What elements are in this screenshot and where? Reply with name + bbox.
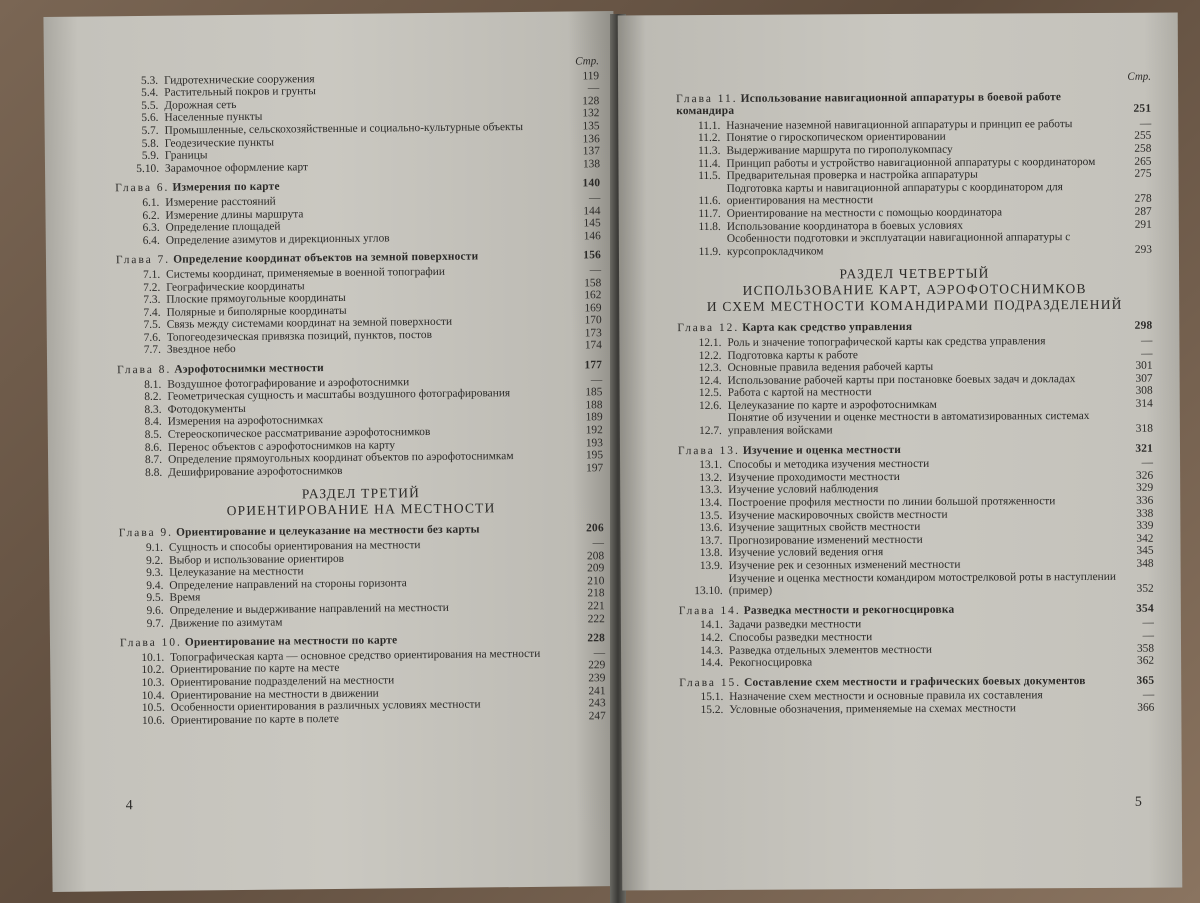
toc-chapter-lead: Глава 9. — [118, 527, 174, 540]
toc-entry-number: 14.4. — [700, 657, 724, 670]
toc-entry-title: Связь между системами координат на земной поверхности — [166, 316, 453, 332]
toc-page-number: 291 — [1134, 218, 1152, 231]
toc-page-number: — — [589, 264, 602, 277]
toc-entry-title: Населенные пункты — [164, 111, 263, 125]
toc-page-number: 189 — [585, 411, 603, 424]
toc-entry-number: 12.7. — [699, 424, 722, 438]
right-toc-list — [676, 90, 1154, 716]
toc-entry-title: Использование координатора в боевых условиях — [726, 219, 963, 233]
toc-entry-title: Изучение условий наблюдения — [728, 483, 879, 497]
toc-page-number: 173 — [584, 327, 602, 340]
toc-entry-number: 5.4. — [141, 86, 159, 100]
toc-chapter-entry — [679, 602, 1154, 617]
toc-entry-number: 10.2. — [141, 664, 165, 677]
toc-page-number: 169 — [584, 301, 602, 315]
toc-entry-title: Растительный покров и грунты — [164, 85, 316, 99]
toc-entry-title: Изучение защитных свойств местности — [728, 521, 921, 535]
toc-entry-number: 12.3. — [698, 362, 722, 375]
toc-entry-title: Разведка отдельных элементов местности — [729, 643, 932, 657]
toc-entry-title: Определение и выдерживание направлений на местности — [169, 601, 449, 617]
toc-entry-number: 8.1. — [144, 378, 162, 391]
right-page-header: Стр. — [1127, 70, 1152, 83]
toc-entry-title: Определение направлений на стороны горизонта — [169, 577, 407, 592]
toc-entry-title: Использование рабочей карты при постановке боевых задач и докладах — [727, 372, 1076, 387]
toc-page-number: 193 — [585, 436, 603, 449]
toc-entry-number: 12.2. — [698, 349, 722, 362]
toc-entry-number: 7.1. — [142, 268, 161, 281]
toc-entry-number: 6.4. — [142, 234, 160, 247]
section-heading — [677, 265, 1152, 315]
section-heading-line: ОРИЕНТИРОВАНИЕ НА МЕСТНОСТИ — [226, 500, 496, 519]
toc-chapter-lead: Глава 13. — [677, 444, 740, 457]
toc-entry-title: Определение азимутов и дирекционных углов — [165, 232, 390, 247]
toc-page-number: — — [1142, 617, 1154, 630]
toc-page-number: 170 — [584, 314, 602, 327]
toc-page-number: — — [1142, 629, 1154, 642]
toc-page-number: 318 — [1135, 422, 1153, 435]
toc-chapter-title: Ориентирование на местности по карте — [184, 634, 398, 649]
toc-chapter-title-group — [679, 603, 1124, 618]
toc-entry-title: Измерения на аэрофотоснимках — [167, 414, 324, 429]
toc-entry-title: Геометрическая сущность и масштабы воздушного фотографирования — [167, 387, 511, 403]
toc-page-number: 208 — [586, 549, 605, 562]
toc-page-number: 338 — [1136, 507, 1154, 520]
toc-entry-number: 5.10. — [136, 162, 160, 175]
toc-page-number: 119 — [582, 69, 600, 82]
toc-entry-title: Воздушное фотографирование и аэрофотоснимки — [167, 375, 410, 391]
toc-entry-number: 7.5. — [143, 319, 161, 332]
toc-entry-number: 12.5. — [698, 387, 722, 400]
toc-page-number: 162 — [584, 289, 602, 302]
toc-entry-number: 13.5. — [699, 509, 723, 522]
toc-entry-title: Задачи разведки местности — [728, 618, 862, 632]
toc-entry-title: Ориентирование подразделений на местности — [170, 674, 395, 689]
toc-page-number: — — [1142, 689, 1155, 702]
toc-page-number: 307 — [1135, 372, 1153, 385]
toc-page-number: 301 — [1135, 359, 1153, 372]
toc-entry-title: Топографическая карта — основное средство ориентирования на местности — [170, 647, 541, 664]
toc-entry-title: Назначение наземной навигационной аппаратуры и принцип ее работы — [726, 117, 1073, 132]
toc-page-number: 174 — [584, 339, 602, 352]
toc-entry-title: Роль и значение топографической карты как средства управления — [727, 335, 1046, 349]
toc-chapter-title: Использование навигационной аппаратуры в боевой работе командира — [676, 90, 1062, 118]
left-page-header: Стр. — [575, 55, 599, 68]
toc-entry-number: 14.3. — [700, 644, 724, 657]
toc-entry-title: Изучение и оценка местности командиром мотострелковой роты в наступлении (пример) — [728, 570, 1116, 598]
toc-entry-number: 15.1. — [700, 691, 724, 704]
toc-chapter-lead: Глава 10. — [119, 636, 182, 650]
toc-entry-title: Фотодокументы — [167, 402, 246, 416]
toc-page-number: 348 — [1136, 557, 1154, 570]
toc-entry-title: Способы и методика изучения местности — [728, 458, 930, 472]
toc-page-number: 339 — [1136, 519, 1154, 532]
toc-chapter-lead: Глава 7. — [115, 254, 171, 267]
toc-page-number: 287 — [1134, 205, 1152, 218]
toc-entry-number: 8.4. — [144, 416, 162, 429]
toc-chapter-lead: Глава 8. — [117, 363, 172, 377]
toc-page-number: 177 — [584, 359, 603, 372]
toc-entry-number: 9.4. — [146, 579, 164, 592]
toc-entry-title: Изучение условий ведения огня — [728, 546, 884, 560]
toc-page-number: 228 — [587, 632, 606, 645]
toc-entry-title: Определение прямоугольных координат объектов по аэрофотоснимкам — [168, 450, 514, 466]
open-book — [8, 14, 1198, 903]
toc-chapter-title-group — [677, 320, 1122, 335]
toc-chapter-title: Изучение и оценка местности — [742, 443, 902, 457]
toc-chapter-title: Ориентирование и целеуказание на местности без карты — [176, 523, 480, 540]
toc-entry-number: 8.6. — [144, 441, 163, 454]
toc-entry-number: 11.3. — [698, 144, 721, 158]
toc-page-number: 229 — [588, 659, 606, 672]
toc-entry-number: 13.9. — [699, 559, 723, 573]
toc-page-number: 329 — [1136, 482, 1154, 495]
toc-entry-title: Дешифрирование аэрофотоснимков — [168, 464, 343, 479]
toc-entry — [678, 410, 1153, 438]
toc-entry-title: Определение площадей — [165, 220, 281, 234]
toc-page-number: 314 — [1135, 397, 1153, 410]
toc-chapter-title: Карта как средство управления — [742, 321, 913, 335]
toc-chapter-lead: Глава 12. — [677, 322, 740, 335]
toc-entry-title: Системы координат, применяемые в военной топографии — [166, 265, 445, 281]
toc-chapter-lead: Глава 11. — [676, 92, 738, 105]
toc-entry-title: Геодезические пункты — [164, 136, 275, 150]
toc-entry-number: 5.5. — [141, 99, 159, 112]
toc-entry-title: Зарамочное оформление карт — [164, 160, 309, 175]
toc-entry-title: Ориентирование по карте на месте — [170, 662, 340, 677]
toc-entry-number: 9.7. — [146, 617, 164, 630]
toc-entry-number: 6.3. — [142, 221, 160, 235]
toc-entry-number: 13.1. — [699, 459, 723, 472]
toc-page-number: 366 — [1137, 701, 1155, 714]
left-toc — [114, 55, 606, 727]
toc-entry-title: Основные правила ведения рабочей карты — [727, 360, 934, 374]
toc-entry-number: 10.5. — [141, 701, 165, 715]
toc-entry-number: 5.8. — [141, 137, 159, 150]
section-heading-line: ИСПОЛЬЗОВАНИЕ КАРТ, АЭРОФОТОСНИМКОВ — [742, 281, 1087, 299]
toc-page-number: 158 — [584, 276, 602, 289]
toc-entry-number: 15.2. — [700, 703, 724, 716]
toc-entry-title: Сущность и способы ориентирования на местности — [168, 539, 421, 554]
toc-entry-title: Понятие о гироскопическом ориентировании — [726, 131, 946, 145]
toc-page-number: 342 — [1136, 532, 1154, 545]
toc-entry-number: 13.4. — [699, 496, 723, 510]
toc-entry-title: Особенности ориентирования в различных условиях местности — [170, 698, 481, 714]
toc-page-number: — — [588, 192, 601, 205]
toc-entry-title: Построение профиля местности по линии большой протяженности — [728, 495, 1056, 509]
toc-page-number: 156 — [583, 249, 602, 262]
toc-page-number: 308 — [1135, 384, 1153, 398]
toc-page-number: 144 — [583, 204, 601, 217]
toc-entry-number: 12.6. — [698, 399, 722, 412]
toc-entry-title: Предварительная проверка и настройка аппаратуры — [726, 168, 978, 183]
toc-entry — [677, 180, 1152, 208]
toc-page-number: — — [1139, 117, 1152, 130]
toc-entry-number: 11.2. — [697, 132, 721, 145]
toc-page-number: — — [587, 82, 600, 95]
toc-entry — [679, 702, 1154, 717]
toc-entry-title: Промышленные, сельскохозяйственные и социально-культурные объекты — [164, 120, 524, 137]
toc-entry-title: Особенности подготовки и эксплуатации навигационной аппаратуры с курсопрокладчиком — [726, 231, 1071, 258]
toc-page-number: — — [1141, 347, 1153, 360]
section-heading-line: РАЗДЕЛ ЧЕТВЕРТЫЙ — [839, 265, 990, 282]
toc-entry-number: 14.2. — [700, 631, 724, 645]
toc-page-number: 293 — [1134, 243, 1152, 256]
toc-chapter-entry — [679, 674, 1154, 689]
toc-page-number: 239 — [588, 672, 606, 685]
toc-entry-number: 13.7. — [699, 534, 723, 547]
toc-page-number: 358 — [1136, 642, 1155, 655]
toc-page-number: 336 — [1136, 494, 1154, 507]
toc-entry-title: Принцип работы и устройство навигационной аппаратуры с координатором — [726, 155, 1096, 170]
toc-entry-number: 7.6. — [143, 331, 161, 344]
toc-page-number: — — [593, 646, 606, 660]
toc-entry-title: Границы — [164, 149, 208, 162]
toc-entry-number: 11.6. — [698, 195, 721, 208]
section-heading-line: И СХЕМ МЕСТНОСТИ КОМАНДИРАМИ ПОДРАЗДЕЛЕНИЙ — [706, 297, 1123, 315]
toc-entry-number: 14.1. — [700, 619, 723, 632]
toc-page-number: 192 — [585, 424, 603, 437]
toc-entry-number: 12.1. — [698, 336, 722, 349]
toc-entry-number: 8.8. — [145, 466, 163, 479]
toc-page-number: 278 — [1134, 193, 1152, 206]
toc-entry-title: Выбор и использование ориентиров — [169, 552, 345, 567]
toc-entry-number: 5.9. — [141, 149, 159, 163]
toc-entry-number: 10.4. — [141, 689, 165, 702]
toc-entry-title: Ориентирование по карте в полете — [170, 712, 340, 727]
toc-entry — [679, 570, 1154, 598]
toc-entry-number: 5.6. — [141, 112, 159, 125]
toc-chapter-title: Измерения по карте — [172, 180, 280, 195]
toc-entry-title: Целеуказание по карте и аэрофотоснимкам — [727, 398, 937, 412]
toc-page-number: 241 — [588, 684, 606, 697]
toc-chapter-title: Определение координат объектов на земной поверхности — [173, 250, 479, 266]
toc-page-number: 210 — [587, 574, 605, 588]
toc-page-number: 247 — [588, 709, 606, 723]
toc-page-number: 209 — [587, 562, 605, 575]
toc-entry-title: Полярные и биполярные координаты — [166, 304, 347, 319]
toc-entry-title: Гидротехнические сооружения — [164, 72, 315, 87]
toc-entry-title: Изучение проходимости местности — [728, 470, 900, 484]
toc-entry-title: Рекогносцировка — [729, 656, 813, 670]
toc-page-number: — — [590, 373, 603, 386]
toc-chapter-title: Разведка местности и рекогносцировка — [743, 603, 955, 617]
toc-page-number: 251 — [1133, 102, 1152, 115]
toc-entry-number: 11.8. — [698, 220, 721, 233]
toc-page-number: 145 — [583, 217, 601, 230]
toc-entry-number: 9.1. — [145, 541, 164, 554]
toc-page-number: 275 — [1134, 167, 1152, 180]
toc-entry — [677, 231, 1152, 259]
toc-entry-title: Назначение схем местности и основные правила их составления — [729, 689, 1043, 704]
toc-page-number: — — [1141, 456, 1154, 469]
toc-entry-title: Способы разведки местности — [728, 631, 873, 644]
toc-entry-number: 5.7. — [141, 124, 159, 137]
toc-page-number: 243 — [588, 697, 606, 710]
toc-entry-number: 8.5. — [144, 428, 162, 442]
toc-chapter-title-group — [676, 90, 1121, 118]
toc-entry — [679, 655, 1154, 670]
toc-entry-number: 13.8. — [699, 547, 723, 560]
toc-entry-number: 8.7. — [144, 454, 163, 467]
toc-entry-title: Плоские прямоугольные координаты — [166, 291, 346, 306]
section-heading-line: РАЗДЕЛ ТРЕТИЙ — [301, 485, 421, 502]
toc-chapter-title: Составление схем местности и графических боевых документов — [744, 674, 1086, 689]
toc-page-number: 128 — [582, 94, 600, 108]
toc-entry-number: 13.10. — [694, 585, 723, 598]
toc-chapter-title-group — [678, 442, 1123, 457]
toc-page-number: 132 — [582, 107, 600, 120]
toc-entry-title: Время — [169, 591, 201, 605]
toc-page-number: 258 — [1134, 142, 1152, 155]
toc-page-number: 206 — [586, 522, 604, 535]
toc-entry-number: 7.7. — [143, 344, 161, 357]
toc-entry-number: 11.1. — [697, 119, 721, 132]
toc-page-number: 298 — [1134, 319, 1153, 333]
toc-entry-number: 12.4. — [698, 374, 722, 387]
right-page — [618, 13, 1183, 891]
toc-entry-title: Изучение рек и сезонных изменений местности — [728, 558, 961, 572]
toc-entry-number: 7.3. — [143, 293, 161, 307]
toc-entry-title: Работа с картой на местности — [727, 386, 872, 400]
toc-entry-number: 9.5. — [146, 592, 164, 605]
left-page-number: 4 — [125, 798, 133, 814]
toc-entry-number: 11.5. — [698, 170, 721, 183]
toc-page-number: 218 — [587, 587, 605, 600]
toc-page-number: 188 — [585, 399, 603, 412]
toc-page-number: 197 — [586, 461, 604, 475]
toc-entry-title: Условные обозначения, применяемые на схемах местности — [729, 702, 1017, 716]
toc-entry-title: Дорожная сеть — [164, 98, 237, 112]
toc-page-number: — — [1141, 334, 1153, 347]
toc-page-number: 255 — [1134, 130, 1152, 143]
toc-page-number: 345 — [1136, 545, 1154, 558]
toc-page-number: 146 — [583, 229, 601, 243]
toc-chapter-lead: Глава 15. — [679, 676, 742, 689]
toc-page-number: 222 — [587, 612, 605, 625]
toc-entry-number: 7.2. — [143, 281, 161, 294]
toc-entry-number: 10.3. — [141, 676, 165, 689]
toc-entry-title: Изучение маскировочных свойств местности — [728, 508, 948, 522]
toc-chapter-lead: Глава 14. — [678, 604, 741, 617]
toc-chapter-entry — [678, 442, 1153, 457]
right-page-number: 5 — [1134, 794, 1142, 810]
toc-chapter-entry — [677, 320, 1152, 335]
right-toc — [676, 71, 1154, 717]
toc-entry-title: Выдерживание маршрута по гирополукомпасу — [726, 143, 953, 157]
toc-entry-title: Географические координаты — [166, 279, 305, 294]
toc-entry-title: Стереоскопическое рассматривание аэрофотоснимков — [167, 426, 431, 441]
left-toc-list — [114, 70, 606, 728]
toc-entry-number: 10.1. — [141, 651, 165, 664]
toc-entry-title: Перенос объектов с аэрофотоснимков на карту — [167, 438, 396, 454]
toc-chapter-lead: Глава 6. — [115, 182, 170, 195]
toc-entry-number: 11.4. — [698, 157, 721, 170]
toc-entry-number: 11.9. — [698, 245, 721, 258]
toc-page-number: 185 — [585, 386, 603, 399]
toc-entry-title: Целеуказание на местности — [169, 565, 304, 579]
toc-page-number: 135 — [582, 120, 600, 133]
section-heading — [118, 484, 603, 521]
toc-entry-number: 13.6. — [699, 522, 723, 535]
toc-entry-number: 9.6. — [146, 604, 164, 617]
toc-page-number: 221 — [587, 600, 605, 613]
toc-entry-number: 10.6. — [141, 714, 165, 727]
toc-entry-title: Прогнозирование изменений местности — [728, 533, 923, 547]
toc-entry-number: 13.3. — [699, 484, 723, 497]
toc-entry-title: Ориентирование на местности с помощью координатора — [726, 206, 1003, 220]
toc-entry-title: Ориентирование на местности в движении — [170, 687, 379, 702]
toc-entry-number: 9.2. — [145, 554, 164, 567]
toc-page-number: 138 — [582, 157, 601, 171]
toc-page-number: 362 — [1136, 654, 1155, 667]
toc-entry-title: Измерение расстояний — [165, 195, 276, 209]
toc-entry-number: 7.4. — [143, 306, 161, 319]
toc-page-number: 354 — [1136, 602, 1154, 615]
toc-chapter-title-group — [679, 675, 1124, 690]
toc-entry-title: Движение по азимутам — [169, 616, 283, 630]
toc-page-number: 140 — [582, 177, 601, 190]
toc-entry-number: 8.2. — [144, 391, 162, 404]
toc-page-number: — — [592, 537, 605, 550]
toc-entry-number: 6.2. — [142, 209, 160, 222]
toc-entry-number: 6.1. — [142, 196, 160, 209]
toc-entry-title: Понятие об изучении и оценке местности в автоматизированных системах управления войсками — [727, 410, 1090, 437]
toc-entry-title: Топогеодезическая привязка позиций, пунктов, постов — [166, 328, 432, 344]
toc-page-number: 136 — [582, 132, 600, 145]
toc-entry-title: Измерение длины маршрута — [165, 207, 304, 222]
toc-entry-title: Подготовка карты и навигационной аппаратуры с координатором для ориентирования на местности — [726, 180, 1063, 208]
left-page — [43, 11, 622, 892]
toc-page-number: 365 — [1136, 674, 1155, 687]
toc-entry-number: 9.3. — [146, 566, 164, 580]
toc-page-number: 195 — [585, 449, 604, 462]
toc-entry-number: 5.3. — [140, 74, 159, 87]
toc-entry-number: 13.2. — [699, 471, 723, 484]
toc-chapter-entry — [676, 90, 1151, 118]
toc-page-number: 321 — [1135, 442, 1154, 455]
toc-entry-title: Подготовка карты к работе — [727, 348, 858, 362]
toc-entry-title: Звездное небо — [166, 343, 236, 357]
toc-page-number: 326 — [1136, 469, 1154, 482]
toc-entry-number: 8.3. — [144, 403, 162, 416]
toc-page-number: 265 — [1134, 155, 1152, 168]
toc-chapter-title: Аэрофотоснимки местности — [174, 362, 324, 376]
toc-entry-number: 11.7. — [698, 207, 721, 220]
toc-page-number: 352 — [1136, 582, 1154, 595]
toc-page-number: 137 — [582, 145, 600, 158]
